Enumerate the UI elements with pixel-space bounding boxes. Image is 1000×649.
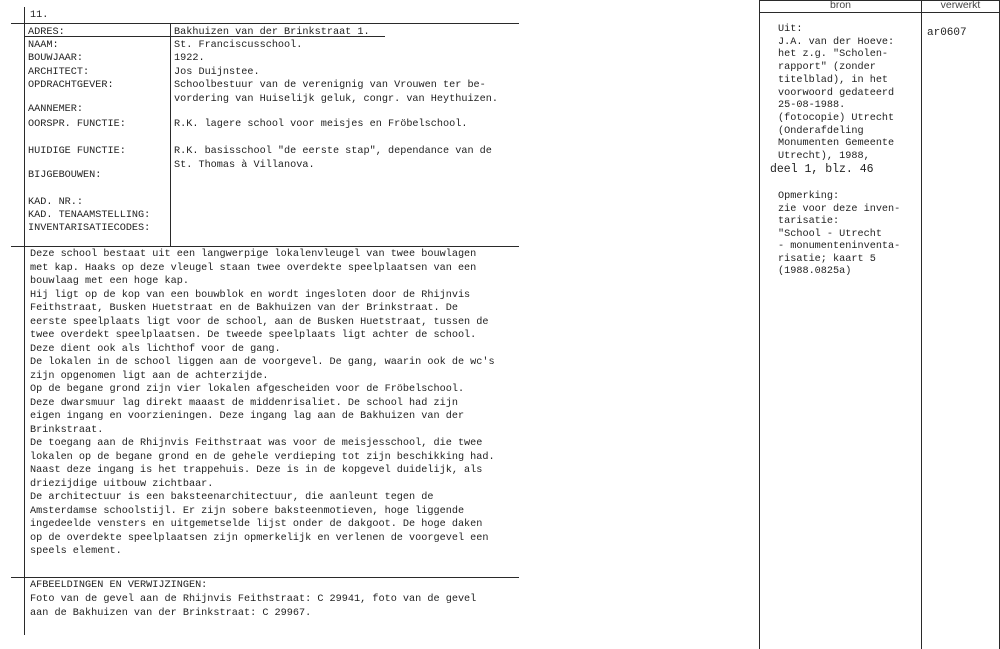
top-rule [11, 23, 519, 24]
description-line: speels element. [30, 546, 122, 557]
fields-divider [170, 24, 171, 246]
description-line: De lokalen in de school liggen aan de voorgevel. De gang, waarin ook de wc's [30, 357, 495, 368]
description-line: Deze school bestaat uit een langwerpige lokalenvleugel van twee bouwlagen [30, 249, 477, 260]
side-middle-rule [921, 0, 922, 649]
field-value: Jos Duijnstee. [174, 67, 260, 78]
processed-code: ar0607 [927, 27, 967, 39]
field-value: R.K. lagere school voor meisjes en Fröbelschool. [174, 119, 468, 130]
field-label: BOUWJAAR: [28, 53, 84, 64]
description-line: Deze dient ook als lichthof voor de gang. [30, 343, 281, 355]
side-left-rule [759, 0, 760, 649]
header-bron: bron [829, 0, 851, 11]
remark-line: zie voor deze inven- [778, 203, 901, 215]
description-line: op de overdekte speelplaatsen zijn opmerkelijk en verlenen de voorgevel een [30, 532, 489, 544]
field-label: KAD. TENAAMSTELLING: [28, 210, 151, 221]
description-line: met kap. Haaks op deze vleugel staan twee overdekte speelplaatsen van een [30, 262, 477, 274]
reference-line: Foto van de gevel aan de Rhijnvis Feithstraat: C 29941, foto van de gevel [30, 594, 477, 605]
remark-line: (1988.0825a) [778, 266, 852, 277]
remark-line: Opmerking: [778, 191, 840, 202]
field-label: OPDRACHTGEVER: [28, 80, 114, 91]
source-line: voorwoord gedateerd [778, 87, 895, 99]
remark-line: "School - Utrecht [778, 228, 882, 240]
description-line: bouwlaag met een hoge kap. [30, 276, 189, 287]
description-line: De architectuur is een baksteenarchitectuur, die aanleunt tegen de [30, 492, 434, 503]
description-line: Feithstraat, Busken Huetstraat en de Bakhuizen van der Brinkstraat. De [30, 303, 458, 314]
source-line: J.A. van der Hoeve: [778, 36, 895, 48]
left-margin-rule [24, 7, 25, 635]
fields-bottom-rule [11, 246, 519, 247]
field-value: 1922. [174, 53, 205, 64]
field-label: AANNEMER: [28, 104, 84, 115]
description-line: eerste speelplaats ligt voor de school, aan de Busken Huetstraat, tussen de [30, 316, 489, 328]
source-line: deel 1, blz. 46 [770, 162, 874, 176]
field-label: OORSPR. FUNCTIE: [28, 119, 126, 130]
source-line: rapport" (zonder [778, 62, 876, 74]
description-line: Naast deze ingang is het trappehuis. Deze is in de kopgevel duidelijk, als [30, 465, 483, 476]
field-value: vordering van Huiselijk geluk, congr. van Heythuizen. [174, 94, 499, 105]
description-line: eigen ingang en voorzieningen. Deze ingang lag aan de Bakhuizen van der [30, 411, 465, 422]
description-line: ingedeelde vensters en uitgemetselde lijst onder de dakgoot. De hoge daken [30, 519, 483, 530]
description-line: Amsterdamse schoolstijl. Er zijn sobere baksteenmotieven, hoge liggende [30, 505, 465, 517]
field-value: Schoolbestuur van de verenignig van Vrouwen ter be- [174, 80, 486, 91]
field-label: BIJGEBOUWEN: [28, 170, 102, 181]
field-label: ARCHITECT: [28, 67, 90, 78]
description-line: Op de begane grond zijn vier lokalen afgescheiden voor de Fröbelschool. [30, 384, 465, 395]
source-line: 25-08-1988. [778, 100, 846, 112]
field-value: St. Franciscusschool. [174, 40, 303, 51]
description-line: twee overdekt speelplaatsen. De tweede speelplaats ligt achter de school. [30, 330, 477, 341]
description-line: lokalen op de begane grond en de gehele verdieping tot zijn beschikking had. [30, 451, 495, 463]
field-value: Bakhuizen van der Brinkstraat 1. [174, 27, 370, 38]
record-number: 11. [30, 10, 49, 21]
source-line: het z.g. "Scholen- [778, 49, 889, 61]
field-value: R.K. basisschool "de eerste stap", dependance van de [174, 146, 492, 157]
description-line: zijn opgenomen ligt aan de achterzijde. [30, 370, 269, 382]
header-verwerkt: verwerkt [940, 0, 981, 11]
references-heading: AFBEELDINGEN EN VERWIJZINGEN: [30, 580, 208, 591]
references-top-rule [11, 577, 519, 578]
field-label: NAAM: [28, 40, 59, 51]
description-line: De toegang aan de Rhijnvis Feithstraat was voor de meisjesschool, die twee [30, 438, 483, 449]
field-value: St. Thomas à Villanova. [174, 160, 315, 171]
source-line: (fotocopie) Utrecht [778, 112, 895, 124]
remark-line: - monumenteninventa- [778, 241, 901, 252]
source-line: titelblad), in het [778, 74, 889, 86]
source-line: Monumenten Gemeente [778, 138, 895, 150]
field-label: HUIDIGE FUNCTIE: [28, 146, 126, 157]
field-label: ADRES: [28, 27, 65, 38]
remark-line: risatie; kaart 5 [778, 253, 876, 265]
description-line: Deze dwarsmuur lag direkt maaast de middenrisaliet. De school had zijn [30, 397, 458, 409]
description-line: Hij ligt op de kop van een bouwblok en wordt ingesloten door de Rhijnvis [30, 289, 471, 301]
description-line: driezijdige uitbouw zichtbaar. [30, 478, 214, 490]
field-label: INVENTARISATIECODES: [28, 223, 151, 234]
remark-line: tarisatie: [778, 216, 840, 227]
reference-line: aan de Bakhuizen van der Brinkstraat: C 29967. [30, 607, 312, 619]
field-label: KAD. NR.: [28, 197, 84, 208]
description-line: Brinkstraat. [30, 424, 104, 436]
source-line: Uit: [778, 24, 803, 35]
source-line: Utrecht), 1988, [778, 151, 870, 162]
side-header-bottom-rule [759, 12, 1000, 13]
source-line: (Onderafdeling [778, 125, 864, 137]
